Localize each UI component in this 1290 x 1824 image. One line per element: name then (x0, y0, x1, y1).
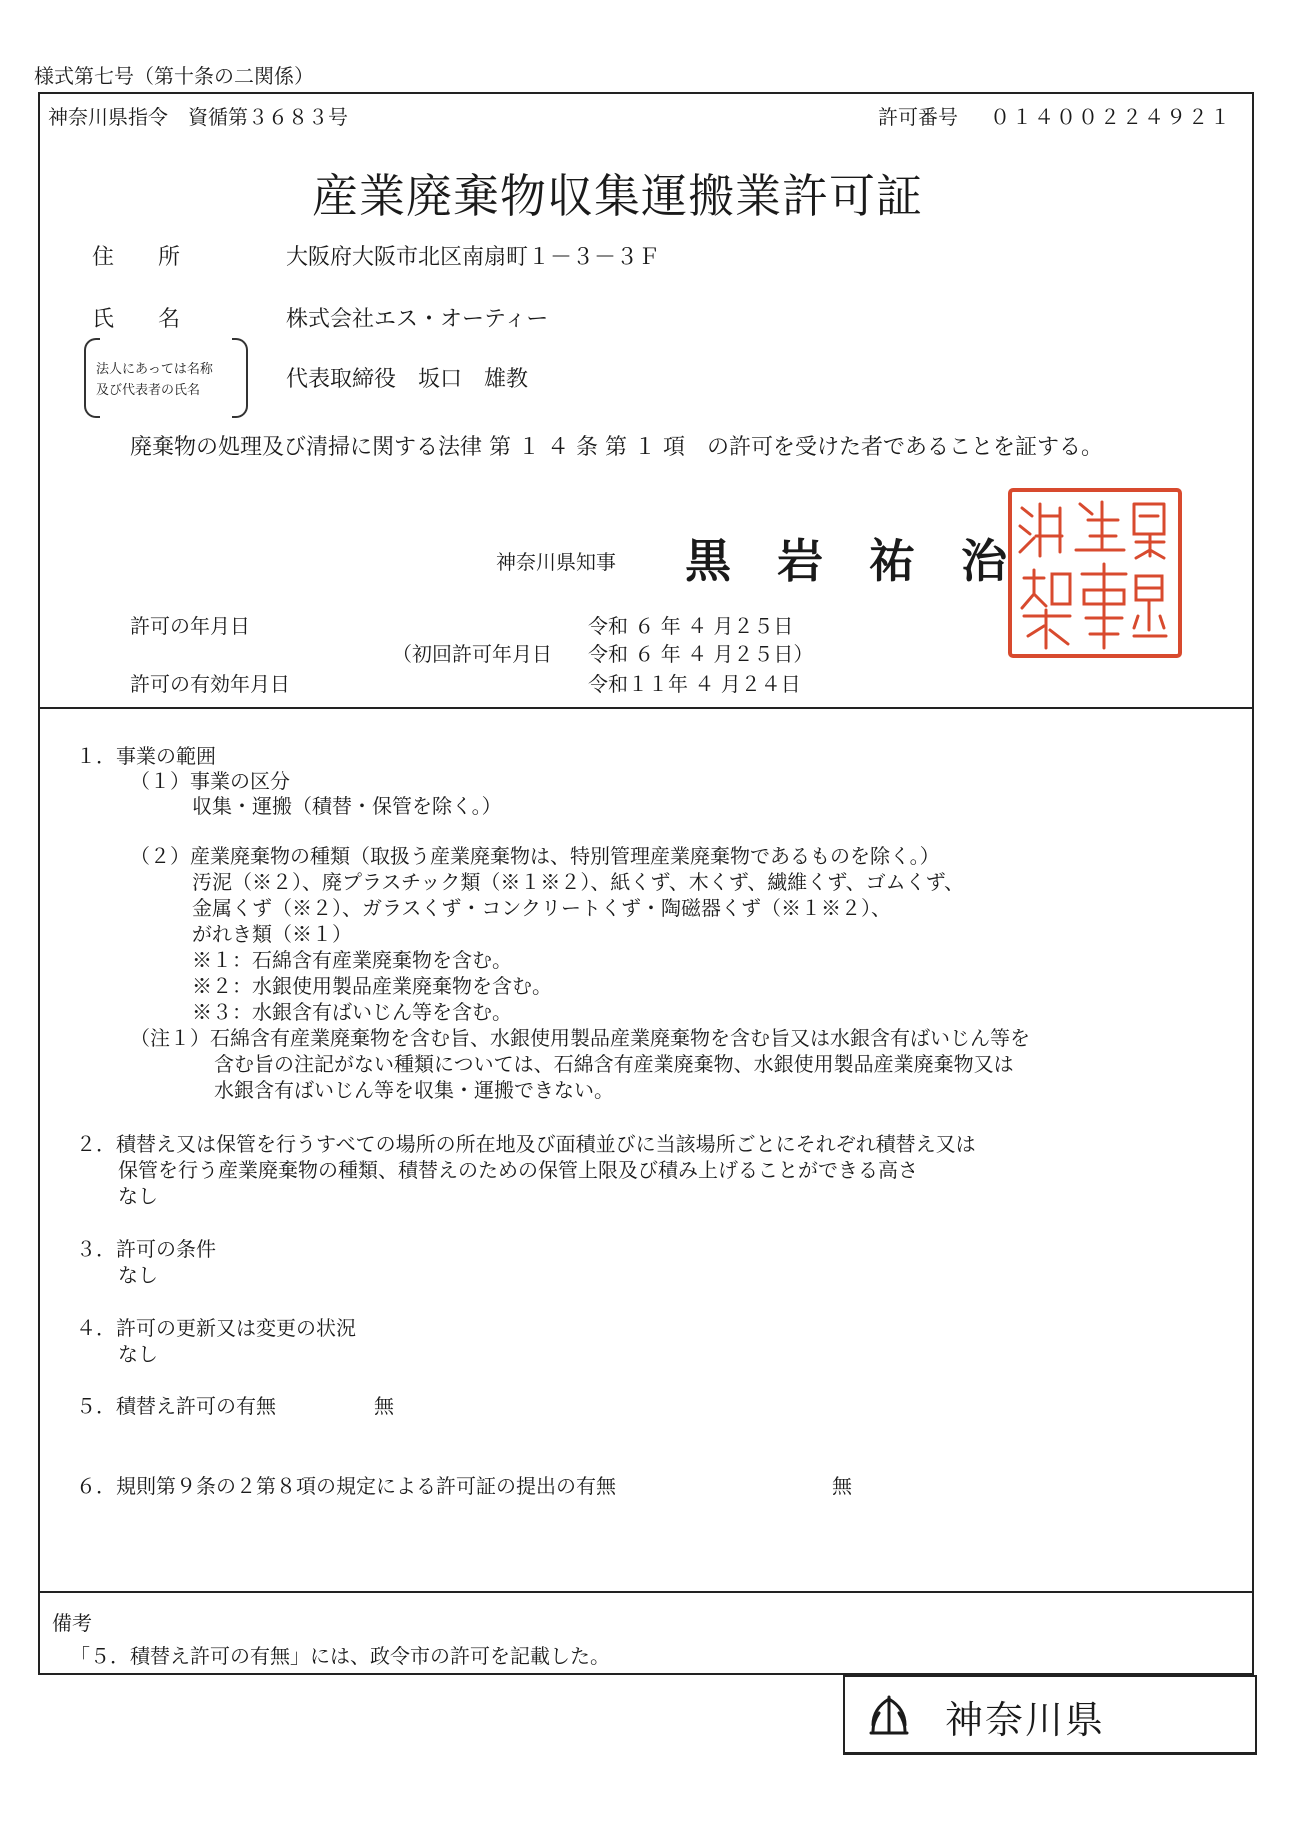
note-3: ※３：水銀含有ばいじん等を含む。 (192, 1000, 512, 1024)
issuer-name: 神奈川県 (945, 1698, 1106, 1742)
first-permit-date: 令和 ６ 年 ４ 月２５日） (588, 642, 814, 666)
permit-date-label: 許可の年月日 (130, 614, 250, 638)
governor-name: 黒 岩 祐 治 (685, 534, 1007, 588)
representative-name: 代表取締役 坂口 雄教 (286, 367, 529, 392)
first-permit-label: （初回許可年月日 (392, 642, 552, 666)
section-1-1-title: （１）事業の区分 (130, 769, 290, 793)
form-number: 様式第七号（第十条の二関係） (34, 64, 314, 88)
section-4-title: ４．許可の更新又は変更の状況 (76, 1316, 356, 1340)
address-value: 大阪府大阪市北区南扇町１－３－３Ｆ (286, 245, 661, 270)
caveat-line3: 水銀含有ばいじん等を収集・運搬できない。 (214, 1078, 614, 1102)
section-3-title: ３．許可の条件 (76, 1237, 216, 1261)
remarks-text: 「５．積替え許可の有無」には、政令市の許可を記載した。 (70, 1644, 610, 1668)
note-2: ※２：水銀使用製品産業廃棄物を含む。 (192, 974, 552, 998)
expiry-date-value: 令和１１年 ４ 月２４日 (588, 672, 801, 696)
section-6-value: 無 (832, 1474, 852, 1498)
permit-date-value: 令和 ６ 年 ４ 月２５日 (588, 614, 794, 638)
name-label: 氏 名 (92, 307, 181, 332)
certification-statement: 廃棄物の処理及び清掃に関する法律 第 １ ４ 条 第 １ 項 の許可を受けた者であることを証する。 (130, 435, 1103, 460)
section-5-value: 無 (374, 1394, 394, 1418)
section-2-line1: ２．積替え又は保管を行うすべての場所の所在地及び面積並びに当該場所ごとにそれぞれ積替え又は (76, 1132, 976, 1156)
waste-types-line2: 金属くず（※２）、ガラスくず・コンクリートくず・陶磁器くず（※１※２）、 (192, 896, 891, 920)
permit-number: ０１４００２２４９２１ (990, 105, 1232, 129)
section-5-title: ５．積替え許可の有無 (76, 1394, 276, 1418)
section-6-title: ６．規則第９条の２第８項の規定による許可証の提出の有無 (76, 1474, 616, 1498)
expiry-date-label: 許可の有効年月日 (130, 672, 290, 696)
page-title: 産業廃棄物収集運搬業許可証 (312, 169, 923, 223)
caveat-line2: 含む旨の注記がない種類については、石綿含有産業廃棄物、水銀使用製品産業廃棄物又は (214, 1052, 1014, 1076)
section-1-1-text: 収集・運搬（積替・保管を除く。） (192, 794, 502, 818)
governor-title: 神奈川県知事 (496, 550, 616, 574)
section-2-line2: 保管を行う産業廃棄物の種類、積替えのための保管上限及び積み上げることができる高さ (118, 1158, 918, 1182)
section-4-value: なし (118, 1342, 158, 1366)
divider-upper (38, 707, 1254, 709)
company-name: 株式会社エス・オーティー (286, 307, 549, 332)
permit-number-label: 許可番号 (878, 105, 958, 129)
corp-note-line1: 法人にあっては名称 (96, 362, 213, 377)
bracket-right (232, 338, 248, 418)
note-1: ※１：石綿含有産業廃棄物を含む。 (192, 948, 512, 972)
issuer-box (843, 1675, 1257, 1755)
section-3-value: なし (118, 1263, 158, 1287)
bracket-left (84, 338, 100, 418)
kanagawa-emblem-icon (867, 1693, 911, 1737)
corp-note-line2: 及び代表者の氏名 (96, 383, 201, 398)
section-1-title: １．事業の範囲 (76, 744, 216, 768)
divider-remarks (38, 1591, 1254, 1593)
waste-types-line1: 汚泥（※２）、廃プラスチック類（※１※２）、紙くず、木くず、繊維くず、ゴムくず、 (192, 870, 964, 894)
section-1-2-title: （２）産業廃棄物の種類（取扱う産業廃棄物は、特別管理産業廃棄物であるものを除く。） (130, 844, 940, 868)
remarks-label: 備考 (52, 1611, 92, 1635)
caveat-line1: （注１）石綿含有産業廃棄物を含む旨、水銀使用製品産業廃棄物を含む旨又は水銀含有ばいじん等を (130, 1026, 1030, 1050)
official-seal (1006, 486, 1184, 660)
waste-types-line3: がれき類（※１） (192, 922, 352, 946)
address-label: 住 所 (92, 245, 181, 270)
directive-number: 神奈川県指令 資循第３６８３号 (48, 105, 348, 129)
section-2-value: なし (118, 1184, 158, 1208)
